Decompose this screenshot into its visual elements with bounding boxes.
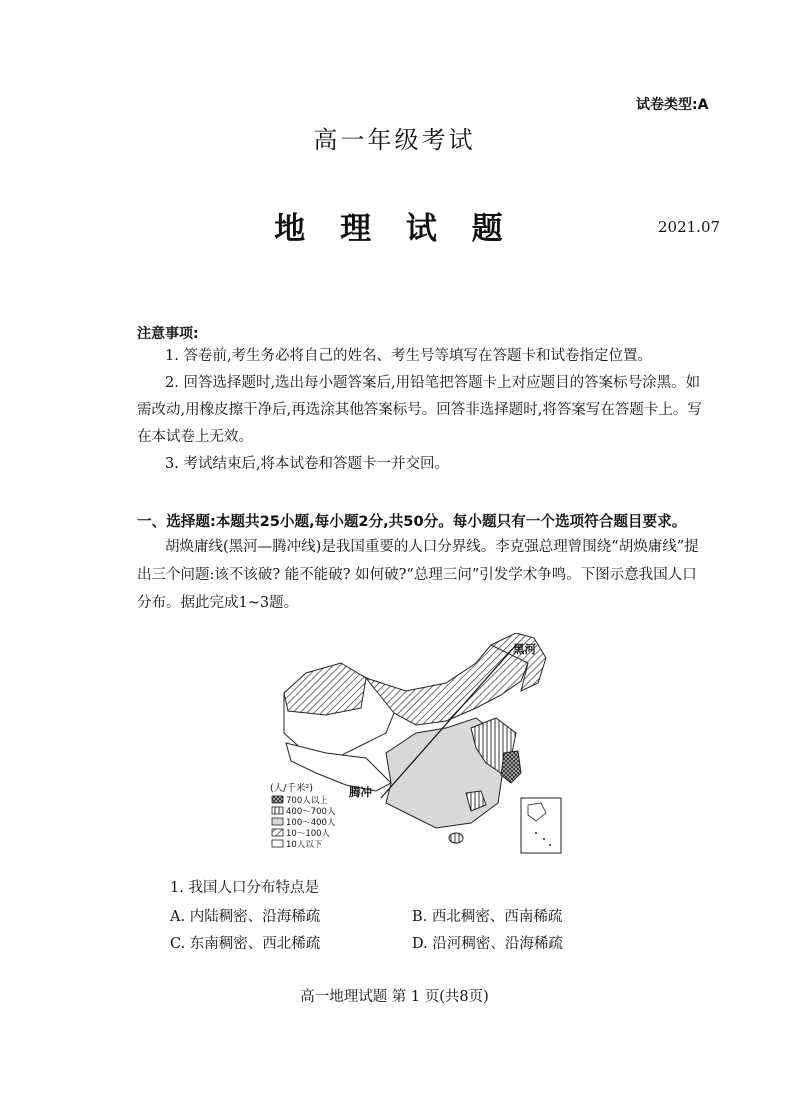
svg-text:10人以下: 10人以下: [286, 840, 323, 850]
note-item-3: 3. 考试结束后,将本试卷和答题卡一并交回。: [165, 456, 450, 472]
region-coastal: [501, 751, 521, 783]
label-heihe: 黑河: [513, 642, 536, 656]
region-xinjiang: [284, 663, 366, 715]
option-a: A. 内陆稠密、沿海稀疏: [170, 909, 321, 925]
grade-title: 高一年级考试: [313, 126, 476, 154]
option-b: B. 西北稠密、西南稀疏: [412, 909, 563, 925]
question-intro: 胡焕庸线(黑河—腾冲线)是我国重要的人口分界线。李克强总理曾围绕“胡焕庸线”提出三个问题:该不该破? 能不能破? 如何破?“总理三问”引发学术争鸣。下图示意我国人口分布。据此完成1~3题。: [137, 539, 699, 611]
note-item-2: 2. 回答选择题时,选出每小题答案后,用铅笔把答题卡上对应题目的答案标号涂黑。如需改动,用橡皮擦干净后,再选涂其他答案标号。回答非选择题时,将答案写在答题卡上。写在本试卷上无效。: [137, 375, 702, 445]
population-map: [266, 633, 566, 858]
page-title: 地 理 试 题: [274, 211, 515, 247]
option-d: D. 沿河稠密、沿海稀疏: [412, 936, 563, 952]
question-1-stem: 1. 我国人口分布特点是: [170, 880, 319, 896]
label-tengchong: 腾冲: [349, 785, 372, 799]
note-item-1: 1. 答卷前,考生务必将自己的姓名、考生号等填写在答题卡和试卷指定位置。: [165, 348, 653, 364]
notes-title: 注意事项:: [137, 326, 199, 342]
svg-text:100～400人: 100～400人: [286, 818, 336, 828]
south-sea-inset: [521, 798, 561, 853]
svg-text:400～700人: 400～700人: [286, 807, 336, 817]
exam-date: 2021.07: [658, 218, 721, 236]
section-heading: 一、选择题:本题共25小题,每小题2分,共50分。每小题只有一个选项符合题目要求。: [137, 513, 687, 530]
svg-text:700人以上: 700人以上: [286, 796, 328, 806]
option-c: C. 东南稠密、西北稀疏: [170, 936, 321, 952]
svg-text:(人/千米²): (人/千米²): [270, 783, 313, 794]
page-footer: 高一地理试题 第 1 页(共8页): [300, 989, 489, 1005]
svg-text:10～100人: 10～100人: [286, 829, 331, 839]
map-legend: [270, 782, 336, 850]
exam-type-label: 试卷类型:A: [636, 97, 709, 113]
